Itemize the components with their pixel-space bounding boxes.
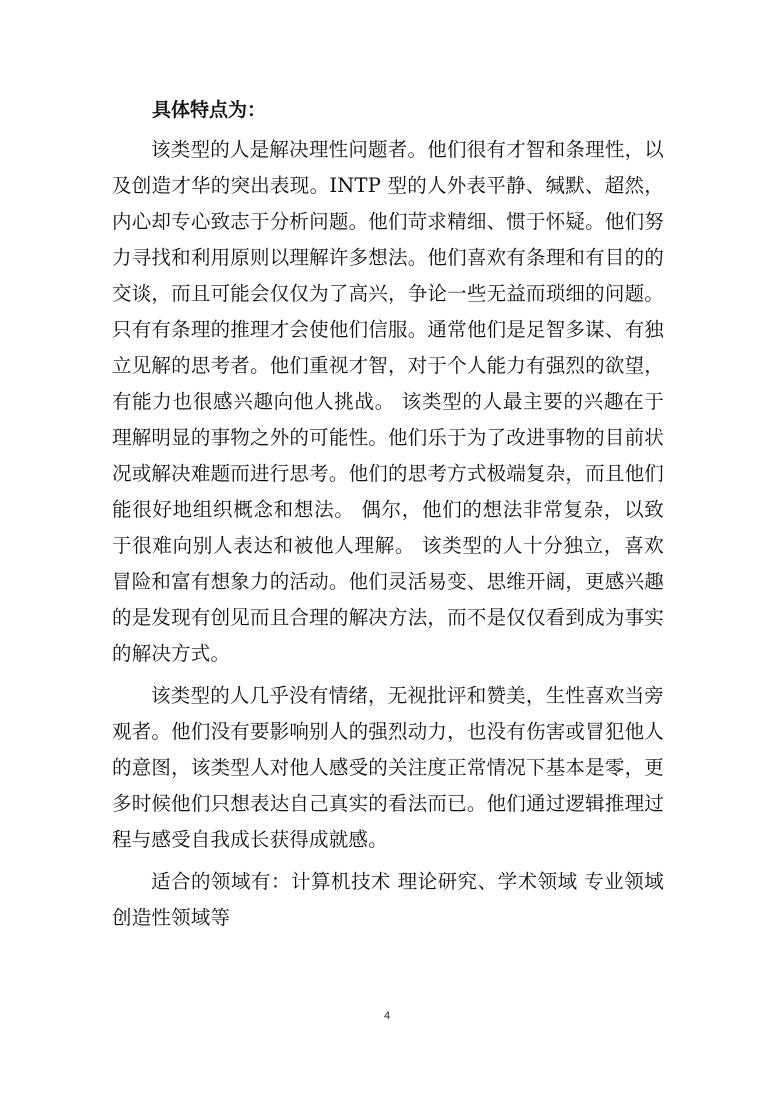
page-number: 4	[383, 1010, 391, 1022]
paragraph-emotions: 该类型的人几乎没有情绪，无视批评和赞美，生性喜欢当旁观者。他们没有要影响别人的强烈动力，也没有伤害或冒犯他人的意图，该类型人对他人感受的关注度正常情况下基本是零，更多时候他们只想表达自己真实的看法而已。他们通过逻辑推理过程与感受自我成长获得成就感。	[112, 684, 664, 851]
section-heading: 具体特点为：	[152, 99, 267, 121]
document-body	[112, 94, 664, 942]
paragraph-characteristics: 该类型的人是解决理性问题者。他们很有才智和条理性，以及创造才华的突出表现。INTP 型的人外表平静、缄默、超然，内心却专心致志于分析问题。他们苛求精细、惯于怀疑。他们努力寻找和利用原则以理解许多想法。他们喜欢有条理和有目的的交谈，而且可能会仅仅为了高兴，争论一些无益而琐细的问题。只有有条理的推理才会使他们信服。通常他们是足智多谋、有独立见解的思考者。他们重视才智，对于个人能力有强烈的欲望，有能力也很感兴趣向他人挑战。 该类型的人最主要的兴趣在于理解明显的事物之外的可能性。他们乐于为了改进事物的目前状况或解决难题而进行思考。他们的思考方式极端复杂，而且他们能很好地组织概念和想法。 偶尔，他们的想法非常复杂，以致于很难向别人表达和被他人理解。 该类型的人十分独立，喜欢冒险和富有想象力的活动。他们灵活易变、思维开阔，更感兴趣的是发现有创见而且合理的解决方法，而不是仅仅看到成为事实的解决方式。	[112, 138, 664, 665]
paragraph-suitable-fields: 适合的领域有：计算机技术 理论研究、学术领域 专业领域 创造性领域等	[112, 870, 664, 929]
